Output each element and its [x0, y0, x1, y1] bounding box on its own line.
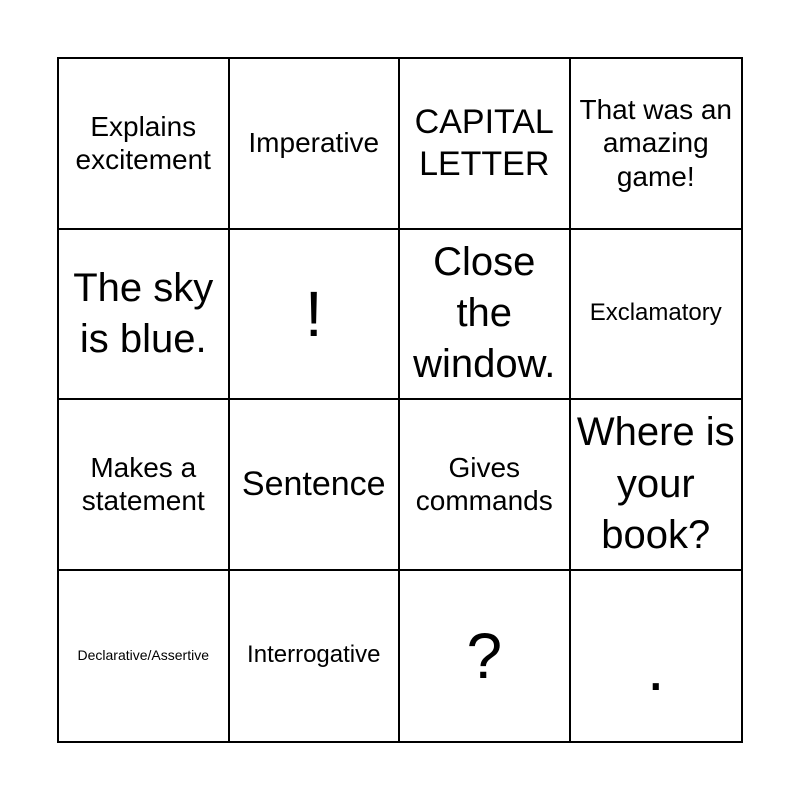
- bingo-cell-the-sky-is-blue[interactable]: The sky is blue.: [59, 230, 230, 401]
- bingo-cell-where-is-your-book[interactable]: Where is your book?: [571, 400, 742, 571]
- bingo-cell-period[interactable]: .: [646, 631, 665, 704]
- bingo-cell-interrogative[interactable]: Interrogative: [230, 571, 401, 742]
- bingo-cell-question-mark[interactable]: ?: [400, 571, 571, 742]
- bingo-cell-close-the-window[interactable]: Close the window.: [400, 230, 571, 401]
- bingo-cell-exclamatory[interactable]: Exclamatory: [571, 230, 742, 401]
- bingo-cell-makes-a-statement[interactable]: Makes a statement: [59, 400, 230, 571]
- bingo-cell-explains-excitement[interactable]: Explains excitement: [59, 59, 230, 230]
- bingo-cell-declarative-assertive[interactable]: Declarative/Assertive: [59, 571, 230, 742]
- bingo-board: [57, 57, 743, 743]
- bingo-cell-imperative[interactable]: Imperative: [230, 59, 401, 230]
- bingo-cell-gives-commands[interactable]: Gives commands: [400, 400, 571, 571]
- bingo-cell-exclamation-mark[interactable]: !: [230, 230, 401, 401]
- bingo-cell-that-was-an-amazing-game[interactable]: That was an amazing game!: [571, 59, 742, 230]
- bingo-cell-sentence[interactable]: Sentence: [230, 400, 401, 571]
- bingo-cell-capital-letter[interactable]: CAPITAL LETTER: [400, 59, 571, 230]
